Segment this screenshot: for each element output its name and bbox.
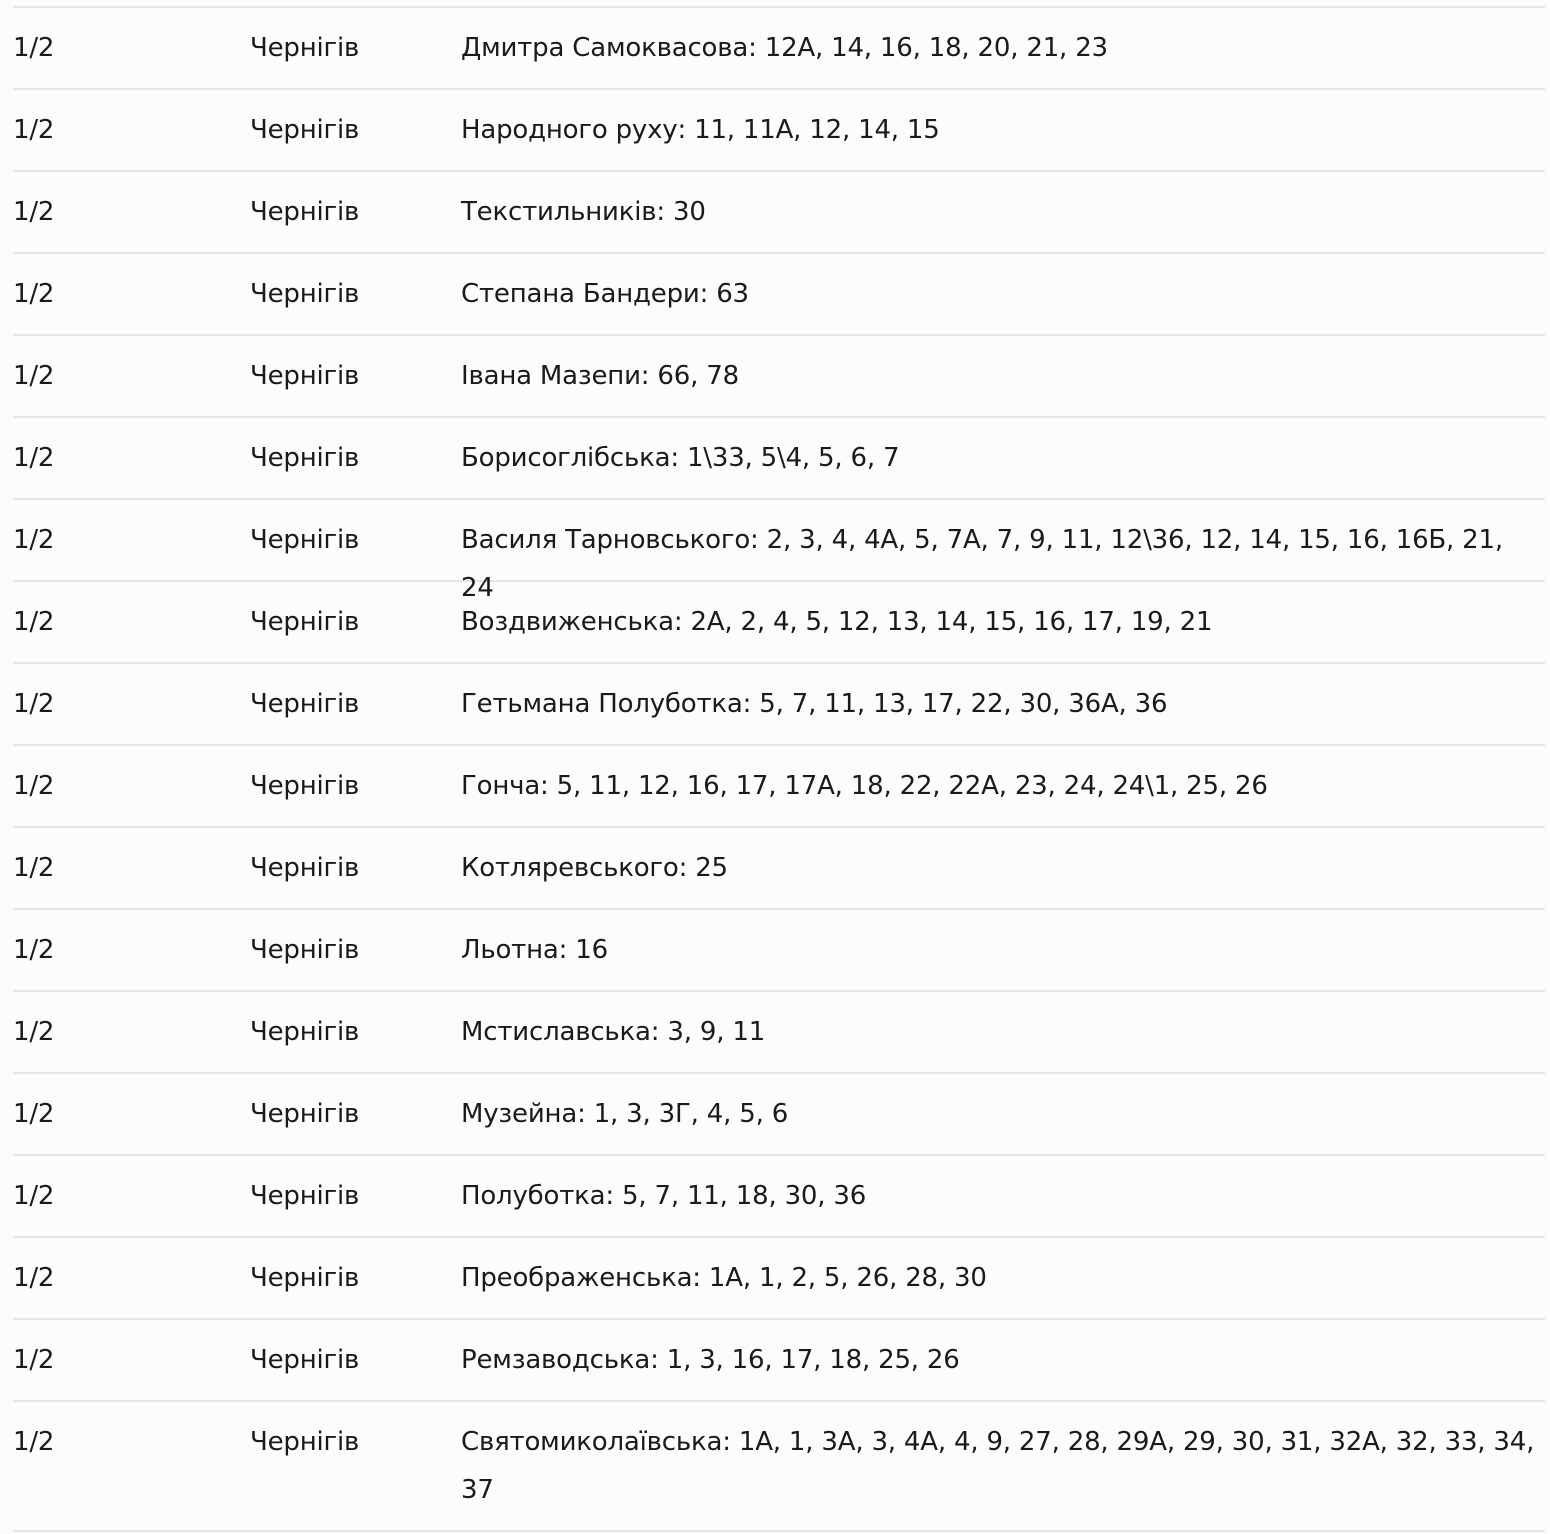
queue-cell: 1/2 bbox=[13, 607, 55, 637]
queue-cell: 1/2 bbox=[13, 525, 55, 555]
table-row bbox=[13, 992, 1545, 1074]
city-cell: Чернігів bbox=[250, 361, 360, 391]
table-row bbox=[13, 828, 1545, 910]
city-cell: Чернігів bbox=[250, 853, 360, 883]
table-row bbox=[13, 254, 1545, 336]
address-cell: Мстиславська: 3, 9, 11 bbox=[461, 1017, 766, 1047]
city-cell: Чернігів bbox=[250, 771, 360, 801]
queue-cell: 1/2 bbox=[13, 361, 55, 391]
address-cell: Гонча: 5, 11, 12, 16, 17, 17А, 18, 22, 22А, 23, 24, 24\1, 25, 26 bbox=[461, 771, 1268, 801]
address-cell: Музейна: 1, 3, 3Г, 4, 5, 6 bbox=[461, 1099, 789, 1129]
address-cell: Гетьмана Полуботка: 5, 7, 11, 13, 17, 22, 30, 36А, 36 bbox=[461, 689, 1168, 719]
address-cell: Дмитра Самоквасова: 12А, 14, 16, 18, 20, 21, 23 bbox=[461, 33, 1108, 63]
city-cell: Чернігів bbox=[250, 607, 360, 637]
outage-schedule-table bbox=[13, 6, 1545, 1532]
table-row bbox=[13, 1074, 1545, 1156]
city-cell: Чернігів bbox=[250, 1181, 360, 1211]
city-cell: Чернігів bbox=[250, 689, 360, 719]
table-row bbox=[13, 418, 1545, 500]
queue-cell: 1/2 bbox=[13, 1263, 55, 1293]
queue-cell: 1/2 bbox=[13, 443, 55, 473]
address-cell: Івана Мазепи: 66, 78 bbox=[461, 361, 739, 391]
queue-cell: 1/2 bbox=[13, 1181, 55, 1211]
address-cell: Полуботка: 5, 7, 11, 18, 30, 36 bbox=[461, 1181, 867, 1211]
city-cell: Чернігів bbox=[250, 525, 360, 555]
address-cell: Святомиколаївська: 1А, 1, 3А, 3, 4А, 4, 9, 27, 28, 29А, 29, 30, 31, 32А, 32, 33, 34, 37 bbox=[461, 1427, 1535, 1505]
queue-cell: 1/2 bbox=[13, 279, 55, 309]
queue-cell: 1/2 bbox=[13, 33, 55, 63]
queue-cell: 1/2 bbox=[13, 1345, 55, 1375]
queue-cell: 1/2 bbox=[13, 115, 55, 145]
table-row bbox=[13, 90, 1545, 172]
table-row bbox=[13, 500, 1545, 603]
queue-cell: 1/2 bbox=[13, 1017, 55, 1047]
table-row bbox=[13, 910, 1545, 992]
city-cell: Чернігів bbox=[250, 935, 360, 965]
city-cell: Чернігів bbox=[250, 1099, 360, 1129]
city-cell: Чернігів bbox=[250, 33, 360, 63]
table-row bbox=[13, 1238, 1545, 1320]
city-cell: Чернігів bbox=[250, 1427, 360, 1457]
city-cell: Чернігів bbox=[250, 443, 360, 473]
address-cell: Котляревського: 25 bbox=[461, 853, 728, 883]
queue-cell: 1/2 bbox=[13, 1099, 55, 1129]
table-row bbox=[13, 664, 1545, 746]
queue-cell: 1/2 bbox=[13, 853, 55, 883]
table-row bbox=[13, 172, 1545, 254]
table-row bbox=[13, 336, 1545, 418]
address-cell: Василя Тарновського: 2, 3, 4, 4А, 5, 7А, 7, 9, 11, 12\36, 12, 14, 15, 16, 16Б, 21, 24 bbox=[461, 525, 1503, 603]
table-row bbox=[13, 1402, 1545, 1532]
address-cell: Льотна: 16 bbox=[461, 935, 608, 965]
table-row bbox=[13, 1320, 1545, 1402]
city-cell: Чернігів bbox=[250, 1017, 360, 1047]
city-cell: Чернігів bbox=[250, 1263, 360, 1293]
city-cell: Чернігів bbox=[250, 197, 360, 227]
queue-cell: 1/2 bbox=[13, 1427, 55, 1457]
city-cell: Чернігів bbox=[250, 1345, 360, 1375]
address-cell: Борисоглібська: 1\33, 5\4, 5, 6, 7 bbox=[461, 443, 900, 473]
city-cell: Чернігів bbox=[250, 279, 360, 309]
queue-cell: 1/2 bbox=[13, 197, 55, 227]
address-cell: Степана Бандери: 63 bbox=[461, 279, 749, 309]
table-row bbox=[13, 1156, 1545, 1238]
address-cell: Текстильників: 30 bbox=[461, 197, 706, 227]
address-cell: Преображенська: 1А, 1, 2, 5, 26, 28, 30 bbox=[461, 1263, 987, 1293]
queue-cell: 1/2 bbox=[13, 689, 55, 719]
address-cell: Ремзаводська: 1, 3, 16, 17, 18, 25, 26 bbox=[461, 1345, 960, 1375]
city-cell: Чернігів bbox=[250, 115, 360, 145]
table-row bbox=[13, 8, 1545, 90]
address-cell: Воздвиженська: 2А, 2, 4, 5, 12, 13, 14, 15, 16, 17, 19, 21 bbox=[461, 607, 1213, 637]
queue-cell: 1/2 bbox=[13, 935, 55, 965]
address-cell: Народного руху: 11, 11А, 12, 14, 15 bbox=[461, 115, 940, 145]
table-row bbox=[13, 746, 1545, 828]
queue-cell: 1/2 bbox=[13, 771, 55, 801]
